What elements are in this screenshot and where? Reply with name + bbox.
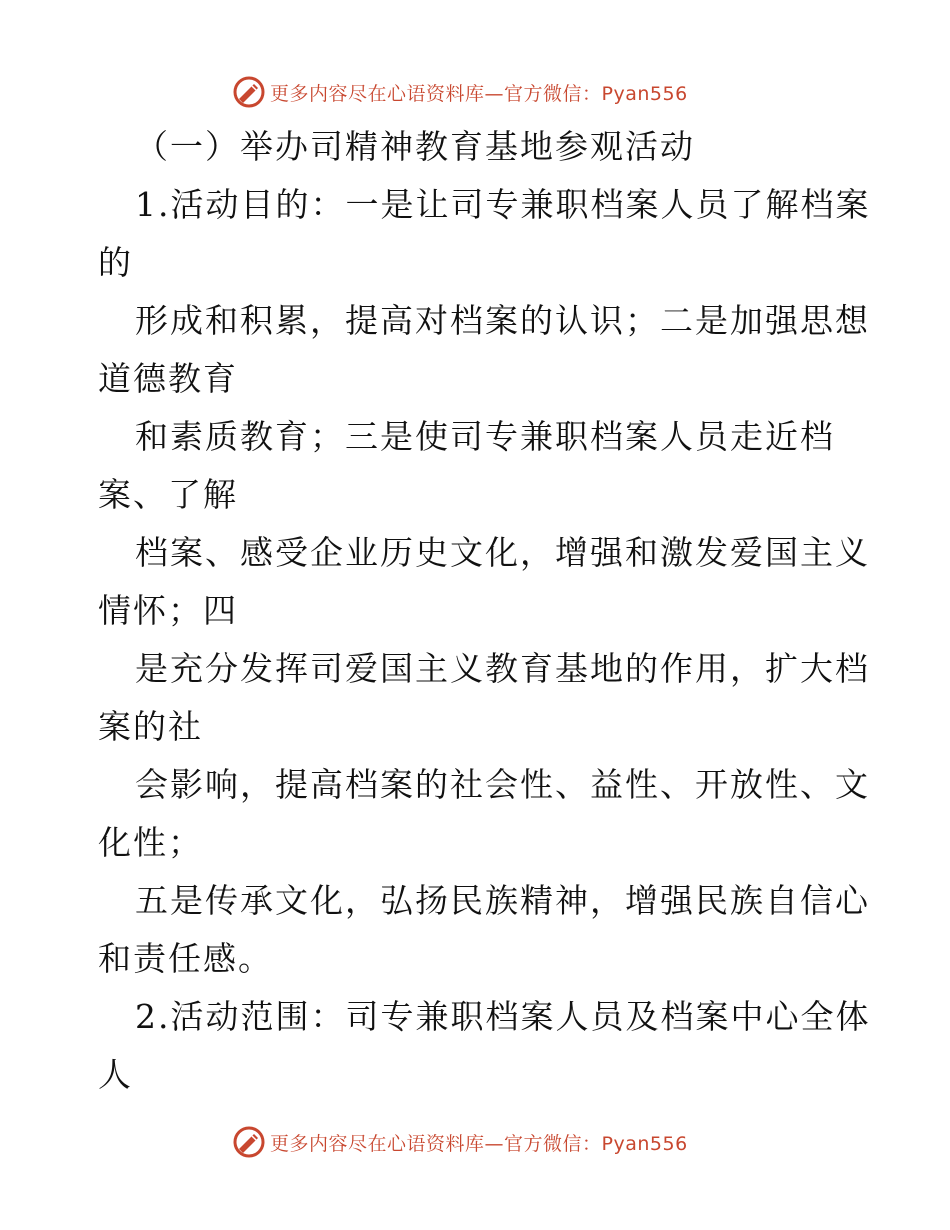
document-line: 会影响，提高档案的社会性、益性、开放性、文 [135, 765, 870, 804]
footer-banner-text: 更多内容尽在心语资料库—官方微信：Pyan556 [270, 1132, 688, 1155]
header-banner [0, 70, 950, 110]
header-banner-text: 更多内容尽在心语资料库—官方微信：Pyan556 [270, 82, 688, 105]
document-line: （一）举办司精神教育基地参观活动 [135, 127, 695, 166]
document-line: 人 [98, 1055, 133, 1094]
document-line: 1.活动目的：一是让司专兼职档案人员了解档案 [135, 185, 871, 224]
document-line: 的 [98, 243, 133, 282]
document-line: 形成和积累，提高对档案的认识；二是加强思想 [135, 301, 870, 340]
document-line: 化性； [98, 823, 203, 862]
document-line: 道德教育 [98, 359, 238, 398]
document-line: 和责任感。 [98, 939, 273, 978]
document-line: 五是传承文化，弘扬民族精神，增强民族自信心 [135, 881, 870, 920]
document-line: 档案、感受企业历史文化，增强和激发爱国主义 [135, 533, 870, 572]
document-line: 和素质教育；三是使司专兼职档案人员走近档 [135, 417, 835, 456]
document-line: 案、了解 [98, 475, 238, 514]
footer-banner [0, 1120, 950, 1160]
document-body [98, 118, 871, 1104]
pen-logo-icon [232, 75, 266, 109]
document-line: 是充分发挥司爱国主义教育基地的作用，扩大档 [135, 649, 870, 688]
pen-logo-icon [232, 1125, 266, 1159]
document-line: 2.活动范围：司专兼职档案人员及档案中心全体 [135, 997, 871, 1036]
document-line: 案的社 [98, 707, 203, 746]
document-line: 情怀；四 [98, 591, 238, 630]
